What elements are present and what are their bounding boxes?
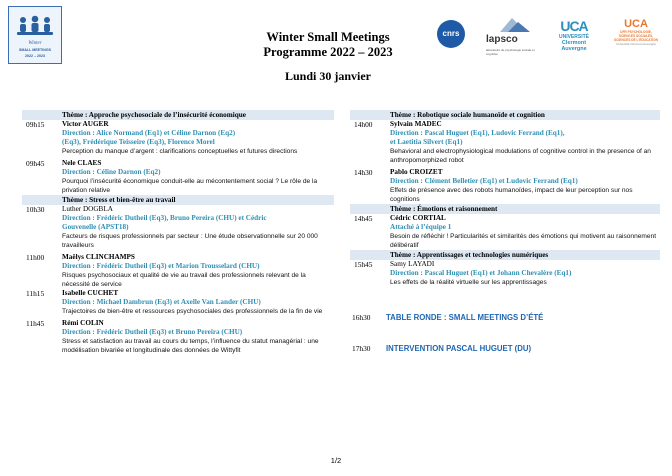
speaker-name: Sylvain MADEC xyxy=(390,120,442,128)
uca-line-2: Clermont xyxy=(561,40,587,46)
ufr-line-1: UFR PSYCHOLOGIE, xyxy=(620,30,652,34)
session-time: 14h45 xyxy=(354,214,373,223)
theme-header: Thème : Approche psychosociale de l’insécurité économique xyxy=(22,110,334,120)
theme-header: Thème : Robotique sociale humanoïde et cognition xyxy=(350,110,660,120)
talk-title: Behavioral and electrophysiological modulations of cognitive control in the presence of an anthropomorphized robot xyxy=(390,148,651,164)
session-entry xyxy=(350,120,660,165)
cnrs-logo: cnrs xyxy=(437,20,465,48)
lapsco-graph-icon xyxy=(486,14,538,34)
direction-line: Direction : Alice Normand (Eq1) et Céline Darnon (Eq2) xyxy=(62,129,236,137)
session-time: 14h30 xyxy=(354,168,373,177)
talk-title: Les effets de la réalité virtuelle sur les apprentissages xyxy=(390,279,547,286)
direction-line: Direction : Céline Darnon (Eq2) xyxy=(62,168,161,176)
direction-line: Direction : Pascal Huguet (Eq1), Ludovic Ferrand (Eq1), xyxy=(390,129,565,137)
direction-line: et Laetitia Silvert (Eq1) xyxy=(390,138,463,146)
round-table-time: 16h30 xyxy=(352,313,371,322)
session-entry xyxy=(22,159,334,195)
session-time: 11h15 xyxy=(26,289,45,298)
talk-title: Risques psychosociaux et qualité de vie au travail des professionnels relevant de la nécessité de service xyxy=(62,272,306,288)
talk-title: Facteurs de risques professionnels par secteur : Une étude observationnelle sur 20 000 travailleurs xyxy=(62,233,318,249)
speaker-name: Rémi COLIN xyxy=(62,319,104,327)
session-entry xyxy=(350,214,660,250)
speaker-name: Victor AUGER xyxy=(62,120,109,128)
lapsco-wordmark: lapsco xyxy=(486,34,518,45)
session-time: 15h45 xyxy=(354,260,373,269)
title-line-1: Winter Small Meetings xyxy=(266,30,390,44)
session-entry xyxy=(22,120,334,156)
theme-header: Thème : Apprentissages et technologies numériques xyxy=(350,250,660,260)
ufr-psychologie-logo xyxy=(612,18,660,46)
direction-line: Direction : Michael Dambrun (Eq3) et Axelle Van Lander (CHU) xyxy=(62,298,261,306)
right-column xyxy=(350,110,660,287)
session-entry xyxy=(22,205,334,250)
session-entry xyxy=(22,319,334,355)
ufr-line-3: SCIENCES DE L'ÉDUCATION xyxy=(614,38,658,42)
talk-title: Perception du manque d’argent : clarifications conceptuelles et futures directions xyxy=(62,148,298,155)
session-time: 09h45 xyxy=(26,159,45,168)
session-time: 11h45 xyxy=(26,319,45,328)
lapsco-logo xyxy=(486,14,538,58)
session-entry xyxy=(350,260,660,287)
direction-line: Direction : Pascal Huguet (Eq1) et Johann Chevalère (Eq1) xyxy=(390,269,572,277)
speaker-name: Pablo CROIZET xyxy=(390,168,443,176)
uca-mark: UCA xyxy=(560,18,588,34)
theme-header: Thème : Stress et bien-être au travail xyxy=(22,195,334,205)
title-line-2: Programme 2022 – 2023 xyxy=(263,45,393,59)
talk-title: Effets de présence avec des robots humanoïdes, impact de leur perception sur nos cognitions xyxy=(390,187,633,203)
direction-line: Gouvenelle (APST18) xyxy=(62,223,129,231)
talk-title: Trajectoires de bien-être et ressources psychosociales des professionnels de la fin de vie xyxy=(62,308,323,315)
direction-line: Direction : Clément Belletier (Eq1) et Ludovic Ferrand (Eq1) xyxy=(390,177,578,185)
direction-line: Direction : Frédéric Dutheil (Eq3) et Bruno Pereira (CHU) xyxy=(62,328,243,336)
uca-line-1: UNIVERSITÉ xyxy=(558,34,589,40)
session-time: 10h30 xyxy=(26,205,45,214)
talk-title: Pourquoi l’insécurité économique conduit-elle au mécontentement social ? Le rôle de la privation relative xyxy=(62,178,318,194)
page-number: 1/2 xyxy=(330,456,342,465)
theme-header: Thème : Émotions et raisonnement xyxy=(350,204,660,214)
session-time: 09h15 xyxy=(26,120,45,129)
direction-line: Direction : Frédéric Dutheil (Eq3) et Marion Trousselard (CHU) xyxy=(62,262,260,270)
date-heading: Lundi 30 janvier xyxy=(284,69,371,83)
left-column xyxy=(22,110,334,355)
direction-line: (Eq3), Frédérique Teisseire (Eq3), Florence Morel xyxy=(62,138,215,146)
talk-title: Stress et satisfaction au travail au cours du temps, l’influence du statut managérial : une modélisation bivariée et longitudinale des données de Wittyfit xyxy=(62,338,319,354)
direction-line: Direction : Frédéric Dutheil (Eq3), Bruno Pereira (CHU) et Cédric xyxy=(62,214,267,222)
session-entry xyxy=(22,289,334,316)
logo-line-3: 2022 – 2023 xyxy=(25,54,45,58)
ufr-mark: UCA xyxy=(624,18,648,30)
ufr-line-2: SCIENCES SOCIALES, xyxy=(618,34,654,38)
logo-line-1: Winter xyxy=(28,41,42,46)
round-table-label: TABLE RONDE : SMALL MEETINGS D’ÉTÉ xyxy=(386,313,544,322)
lapsco-subtitle: laboratoire de psychologie sociale et cognitive xyxy=(486,48,535,56)
intervention-time: 17h30 xyxy=(352,344,371,353)
ufr-line-4: Université Clermont Auvergne xyxy=(616,42,656,46)
speaker-name: Cédric CORTIAL xyxy=(390,214,446,222)
speaker-name: Luther DOGBLA xyxy=(62,205,113,213)
intervention-label: INTERVENTION PASCAL HUGUET (DU) xyxy=(386,344,532,353)
speaker-name: Isabelle CUCHET xyxy=(62,289,119,297)
session-entry xyxy=(350,168,660,204)
uca-line-3: Auvergne xyxy=(561,46,587,52)
session-time: 11h00 xyxy=(26,253,45,262)
direction-line: Attaché à l’équipe 1 xyxy=(390,223,452,231)
uca-logo xyxy=(552,18,596,64)
speaker-name: Nele CLAES xyxy=(62,159,102,167)
session-entry xyxy=(22,253,334,289)
talk-title: Besoin de réfléchir ! Particularités et similarités des émotions qui motivent au raisonnement délibératif xyxy=(390,233,657,249)
speaker-name: Samy LAYADI xyxy=(390,260,435,268)
session-time: 14h00 xyxy=(354,120,373,129)
logo-line-2: SMALL MEETINGS xyxy=(18,48,52,52)
speaker-name: Maëlys CLINCHAMPS xyxy=(62,253,135,261)
